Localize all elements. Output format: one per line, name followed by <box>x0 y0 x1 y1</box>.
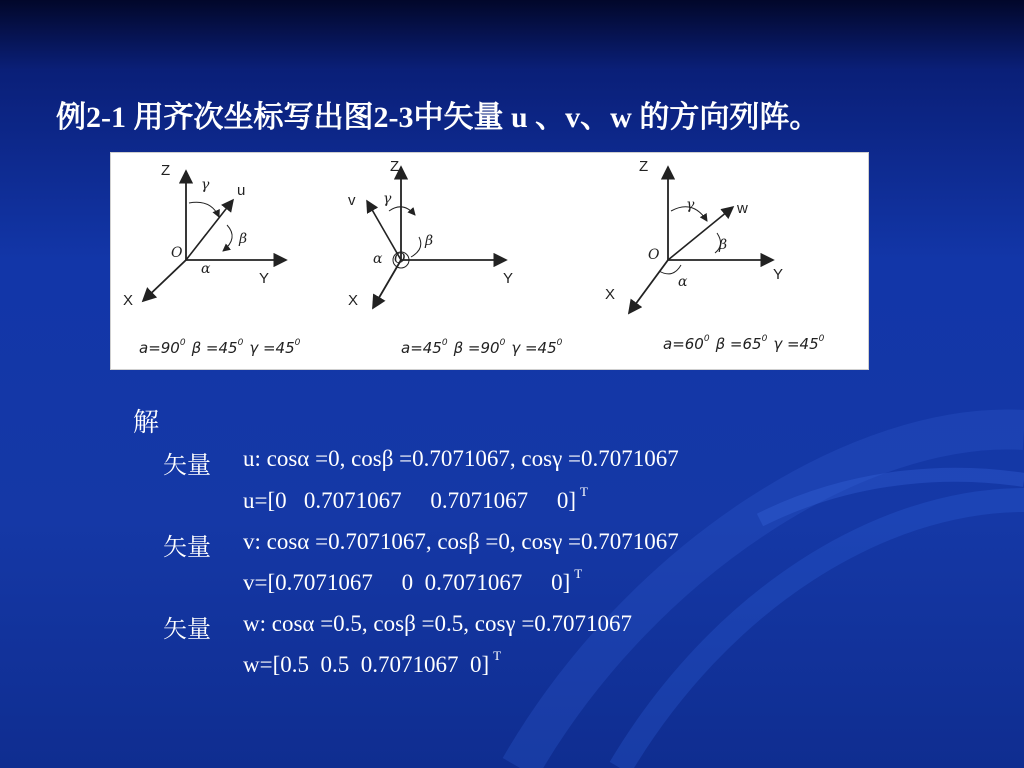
vector-w-label: w <box>737 200 748 217</box>
angle-values-u: $a=90^0$ $\beta =45^0$ $\gamma =45^0$ <box>139 338 301 357</box>
transpose-sup: T <box>493 648 502 663</box>
origin-label: O <box>171 245 183 261</box>
angle-values-v: $a=45^0$ $\beta =90^0$ $\gamma =45^0$ <box>401 338 563 357</box>
transpose-sup: T <box>574 566 583 581</box>
vector-u-text: u=[0 0.7071067 0.7071067 0] <box>243 488 577 513</box>
gamma-label: γ <box>383 191 392 207</box>
diagram-svg <box>111 153 868 369</box>
figure-vector-diagrams <box>110 152 869 370</box>
cos-line-u: u: cosα =0, cosβ =0.7071067, cosγ =0.7071067 <box>243 446 679 471</box>
x-axis <box>143 260 186 301</box>
beta-label: β <box>425 233 434 249</box>
panel-u <box>123 162 301 357</box>
x-label: X <box>123 292 134 309</box>
vector-u-label: u <box>237 182 246 199</box>
alpha-label: α <box>373 251 383 267</box>
x-axis <box>629 260 668 313</box>
transpose-sup: T <box>580 484 588 499</box>
panel-w <box>605 158 825 353</box>
panel-v <box>348 158 563 357</box>
alpha-label: α <box>201 261 211 277</box>
vector-line-u <box>243 484 588 514</box>
vector-line-v <box>243 566 583 596</box>
row-label-w: 矢量 <box>163 617 211 643</box>
origin-label: O <box>648 247 660 263</box>
y-label: Y <box>773 266 784 283</box>
x-label: X <box>348 292 359 309</box>
z-label: Z <box>639 158 649 175</box>
y-label: Y <box>259 270 270 287</box>
z-label: Z <box>161 162 171 179</box>
gamma-label: γ <box>201 177 210 193</box>
cos-line-w: w: cosα =0.5, cosβ =0.5, cosγ =0.7071067 <box>243 611 633 636</box>
beta-label: β <box>719 237 728 253</box>
alpha-label: α <box>678 274 688 290</box>
origin-label: O <box>394 251 406 267</box>
z-label: Z <box>390 158 400 175</box>
slide-title: 例2-1 用齐次坐标写出图2-3中矢量 u 、v、w 的方向列阵。 <box>56 101 820 134</box>
row-label-u: 矢量 <box>163 453 211 479</box>
solution-heading: 解 <box>133 408 160 437</box>
gamma-label: γ <box>686 197 695 213</box>
vector-w-text: w=[0.5 0.5 0.7071067 0] <box>243 652 490 677</box>
angle-values-w: $a=60^0$ $\beta =65^0$ $\gamma =45^0$ <box>663 334 825 353</box>
x-label: X <box>605 286 616 303</box>
row-label-v: 矢量 <box>163 535 211 561</box>
y-label: Y <box>503 270 514 287</box>
beta-label: β <box>239 231 248 247</box>
vector-line-w <box>243 648 502 678</box>
cos-line-v: v: cosα =0.7071067, cosβ =0, cosγ =0.7071067 <box>243 529 679 554</box>
vector-v-text: v=[0.7071067 0 0.7071067 0] <box>243 570 571 595</box>
vector-v-label: v <box>348 192 356 209</box>
